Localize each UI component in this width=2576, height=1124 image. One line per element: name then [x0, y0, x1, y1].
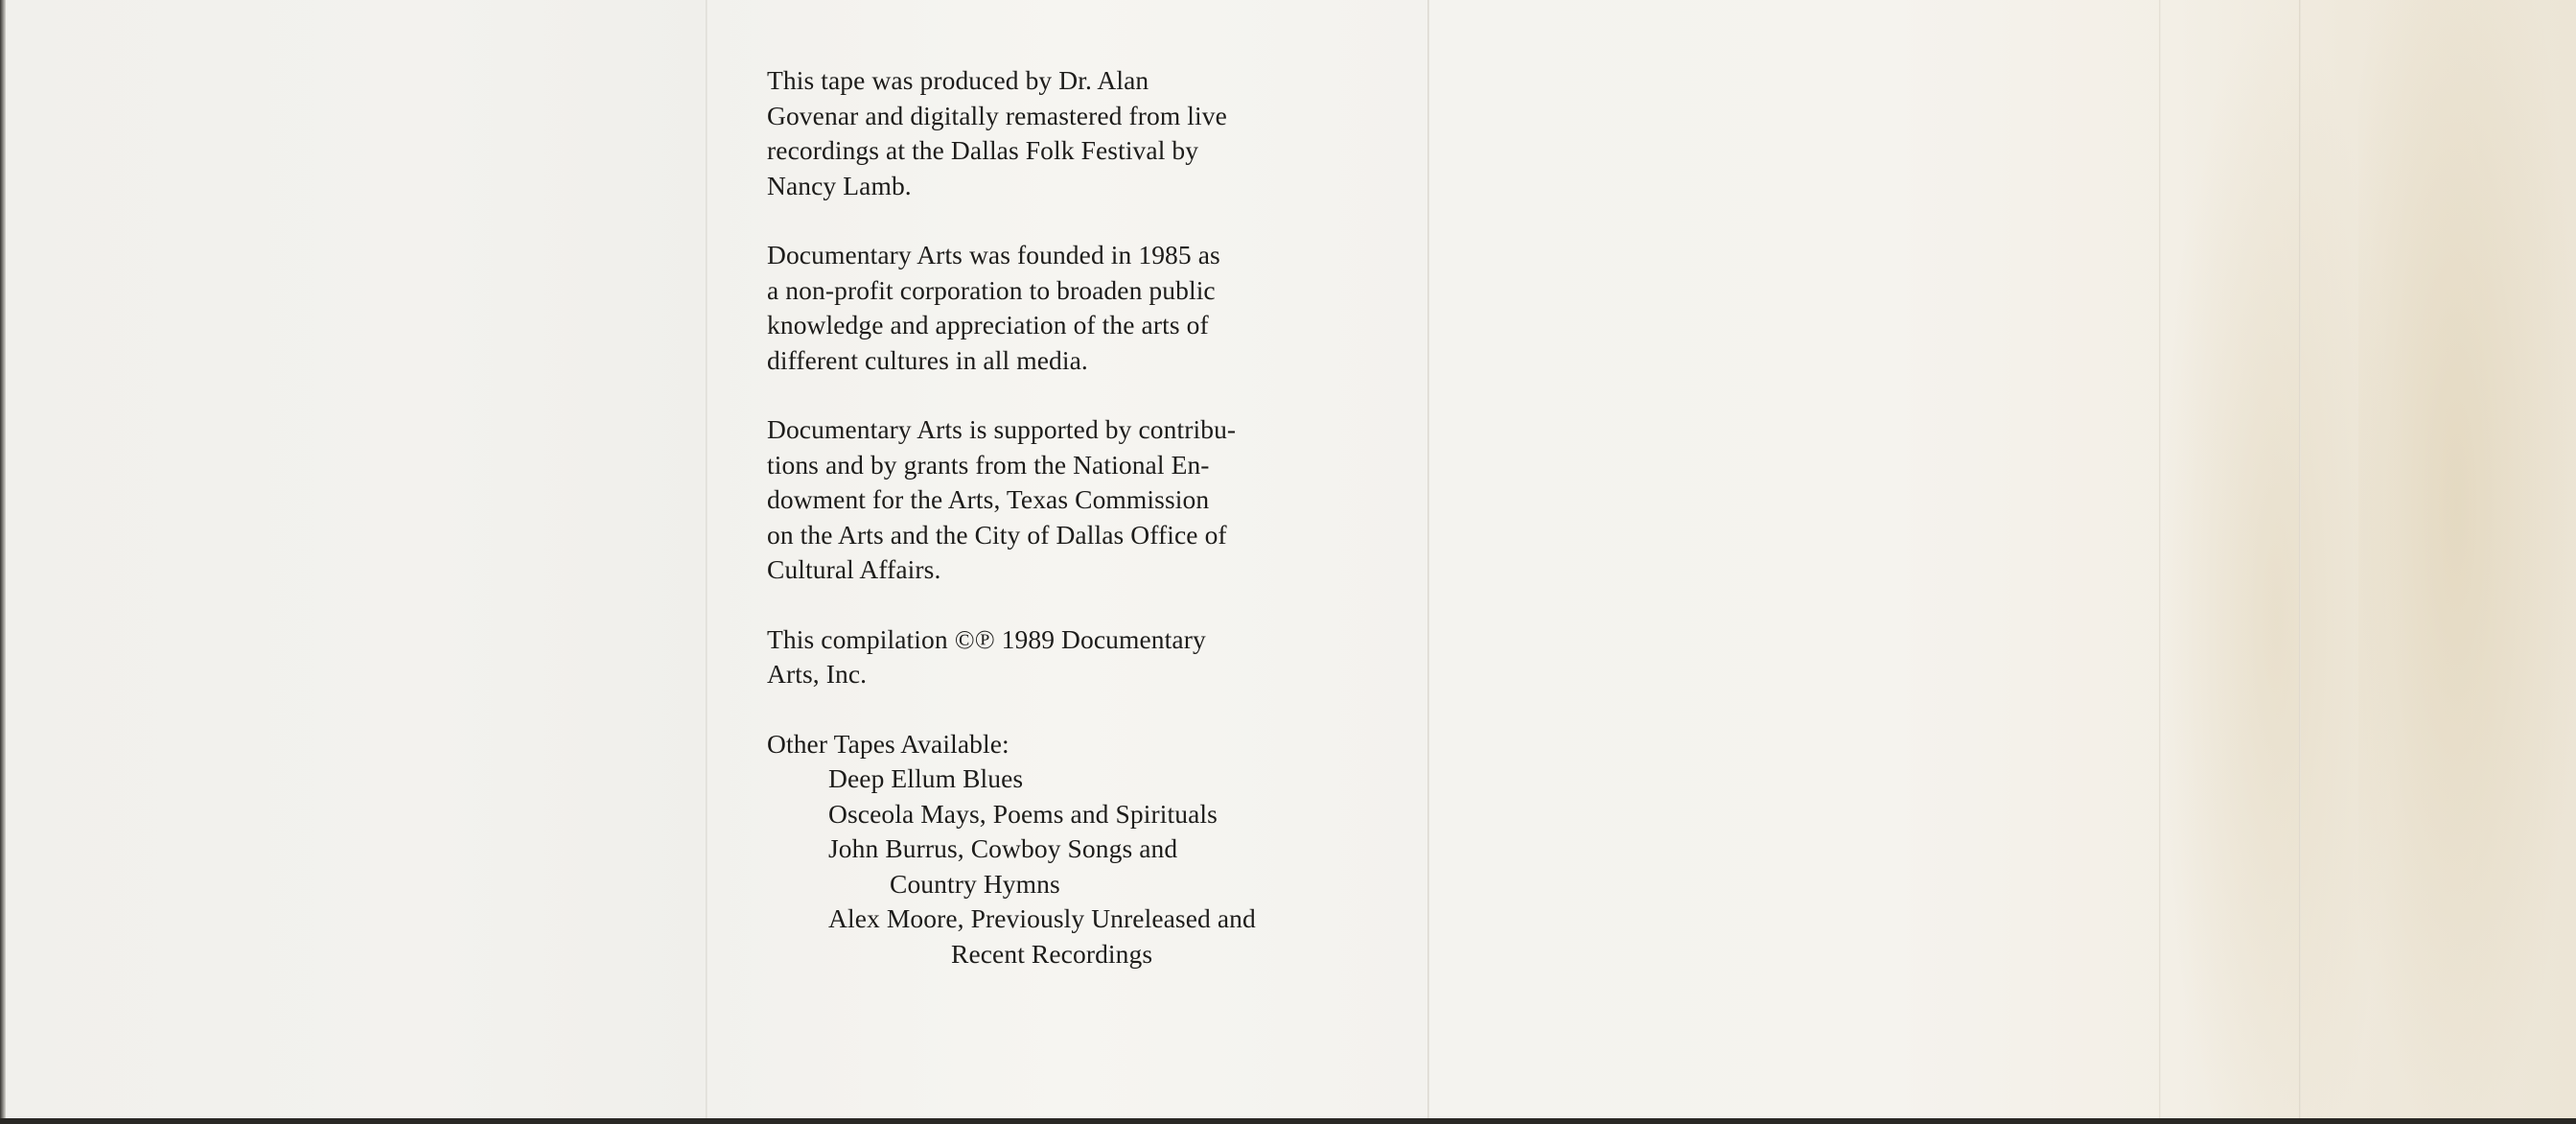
liner-notes: [767, 63, 1400, 972]
text-line: Nancy Lamb.: [767, 170, 912, 200]
text-line: tions and by grants from the National En-: [767, 449, 1210, 480]
scan-edge: [0, 1118, 2576, 1124]
fold-crease: [1427, 0, 1429, 1124]
tape-title: John Burrus, Cowboy Songs and: [828, 833, 1178, 863]
organization-description: [767, 238, 1400, 378]
text-line: knowledge and appreciation of the arts of: [767, 310, 1209, 340]
tape-title-continuation: Recent Recordings: [951, 938, 1153, 969]
scan-edge: [0, 0, 6, 1124]
text-line: Cultural Affairs.: [767, 554, 941, 584]
text-line: This compilation ©℗ 1989 Documentary: [767, 623, 1206, 654]
paper-stain: [2358, 0, 2576, 1124]
fold-crease: [2159, 0, 2161, 1124]
text-line: recordings at the Dallas Folk Festival by: [767, 135, 1199, 165]
production-credit: [767, 63, 1400, 203]
blank-panel-left: [0, 0, 707, 1124]
copyright-notice: [767, 622, 1400, 692]
tape-title: Alex Moore, Previously Unreleased and: [828, 903, 1256, 933]
text-line: a non-profit corporation to broaden public: [767, 274, 1216, 305]
funding-acknowledgement: [767, 412, 1400, 588]
text-line: Documentary Arts was founded in 1985 as: [767, 240, 1220, 269]
fold-crease: [706, 0, 708, 1124]
text-line: dowment for the Arts, Texas Commission: [767, 484, 1210, 514]
text-line: different cultures in all media.: [767, 344, 1088, 375]
text-line: on the Arts and the City of Dallas Office of: [767, 519, 1227, 550]
tape-title: Deep Ellum Blues: [828, 763, 1024, 793]
text-line: Documentary Arts is supported by contribu-: [767, 414, 1237, 444]
other-tapes-heading: Other Tapes Available:: [767, 728, 1010, 759]
tape-title: Osceola Mays, Poems and Spirituals: [828, 798, 1218, 829]
text-line: Arts, Inc.: [767, 659, 868, 689]
text-line: Govenar and digitally remastered from live: [767, 100, 1227, 130]
other-tapes-list: [767, 727, 1400, 972]
fold-crease: [2299, 0, 2301, 1124]
tape-title-continuation: Country Hymns: [890, 868, 1060, 899]
text-line: This tape was produced by Dr. Alan: [767, 65, 1149, 95]
